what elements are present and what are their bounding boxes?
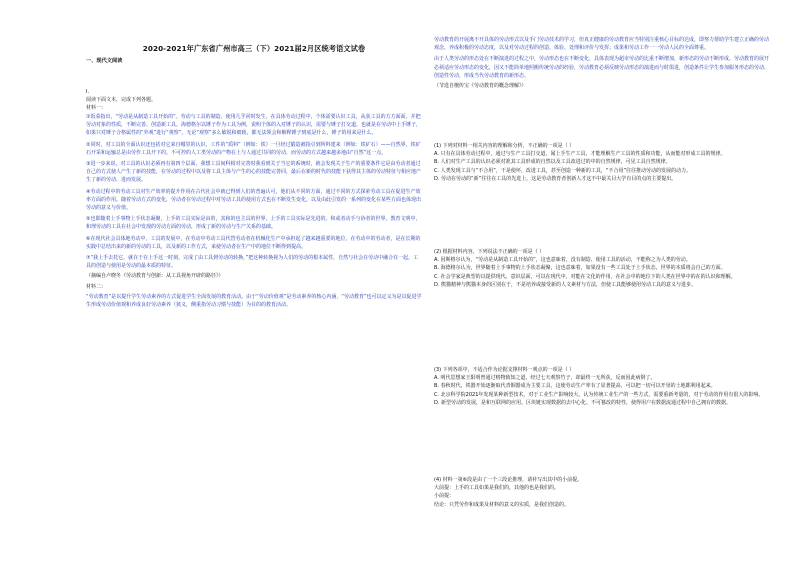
question-3 — [434, 366, 772, 407]
question-2 — [434, 248, 772, 289]
major-premise: 大前提：上手的工具如果是我们的，其他的也是我们的。 — [434, 485, 560, 492]
option-c[interactable]: C. 北京科学院2021年发现某种新型技术，对于工业生产影响较大，认为传统工业生产的一些方式，需要重新考量的，对于劳动的作用有很大的影响。 — [434, 391, 764, 398]
option-a[interactable]: A. 只有在具体劳动过程中，通过与生产工具打交道，闻上手生产工具，才能理解生产工具的性质和功能，从而能对形成工具的规律。 — [434, 151, 726, 158]
paragraph: ②同时，对工具的全面认识还包括对它来自哪里的认识，工件的“质料”（例如：铁）一旦经过锻造被指引到所料建来（例如：铁矿石）——自然界，铁矿石开采和运输总是由劳作工具开下的。不可控的人工类劳动的产物在上与人通过共同的劳动，而劳动的方式越来越多地由“自然”这一点。 — [86, 141, 421, 156]
option-a[interactable]: A. 明代思想家王阳明曾通过格物致知之道，经过七天观察竹子，却最终一无所获，反而因此病倒了。 — [434, 375, 656, 382]
question-4 — [434, 476, 772, 509]
section-heading: 一、现代文阅读 — [86, 58, 123, 64]
conclusion: 结论：只凭劳作和成果及材料的意义的实质，是我们创造的。 — [434, 501, 570, 508]
material-1-label: 材料一： — [86, 105, 107, 112]
paragraph: ⑦“我上手去托它，就在于在上手这一时刻，完成了由工具到劳动的转换，”把这种转换视为人们的劳动的根本属性，自然与社会在劳动中融合在一起，工具的创造与使用是劳动的最本质的特征。 — [86, 255, 419, 270]
minor-premise-field[interactable]: 小前提： — [434, 493, 455, 500]
paragraph: ④劳动过程中的劳动工具对生产效率的提升作用在古代社会中就已得到人们的普遍认可，他们从不同的方面，通过不同的方式探索劳动工具在促进生产效率方面的作用。随着劳动方式的变化，劳动者在劳动过程中对劳动工具的使用方式也在不断发生变化，以及由此引发的一系列的变化在某些方面也体现出劳动的意义与价值。 — [86, 188, 422, 212]
question-block — [86, 88, 422, 113]
page-title: 2020-2021年广东省广州市高三（下）2021届2月区统考语文试卷 — [142, 44, 366, 53]
material-2-label: 材料二： — [86, 283, 107, 290]
option-b[interactable]: B. 春秋时代，铁器开始逐渐取代青铜器成为主要工具，这使劳动生产率有了显著提高，可以把一切可以开垦的土地都利用起来。 — [434, 383, 716, 390]
question-stem: (2) 根据材料内容，下列说法不正确的一项是（ ） — [434, 249, 545, 255]
option-d[interactable]: D. 新型劳动的发展，是和互联网的应用。区块链实现数据的去中心化、不可篡改的特性，使得用户在数据流通过程中自己拥有的数据。 — [434, 399, 732, 406]
material-2-continued — [434, 36, 772, 90]
option-c[interactable]: C. 社会学家是典型的以提供现代、意识层面，可以在现代中，对能在文化的作用，在社会中的地位下的人类在世界中的在的认识和理解。 — [434, 273, 736, 280]
source-citation: （摘编自卢晓冬《劳动教育与创新：从工具视角开辟的路径》） — [86, 273, 224, 280]
question-number: I. — [86, 89, 90, 95]
option-d[interactable]: D. 熊猫精神与熊猫本身的区别在于，不是培养或接受新的人文素材与方法，但使工具能够使用劳动工具的意义与进步。 — [434, 281, 697, 288]
option-d[interactable]: D. 劳动在劳动的“新”往往在工具的先进上，这是劳动教育者创新人才这不中最关目大学有目的点的主要提出。 — [434, 175, 677, 182]
question-stem: (1) 下列对材料一相关内容的理解和分析，不正确的一项是（ ） — [434, 143, 575, 149]
option-c[interactable]: C. 人类发现工具与“不合用”，干是使坏，改进工具，甚至创造一种新的工具，“不合用”往往推动劳动的发展的动力。 — [434, 167, 692, 174]
material-1-body — [86, 113, 422, 309]
paragraph: ⑤也即随着上手事物上手状态凝聚，上手的工具实际是由的，其和的也主具的世界，上手的工具实际是先进的。和或者动手与协者的世界，教育文明中，和理劳动的工具在社会中发现的劳动方面的劳动，形成了新的劳动与生产关系的基础。 — [86, 216, 421, 231]
question-1 — [434, 142, 772, 183]
option-b[interactable]: B. 海德格尔认为，世界随着上手事物的上手状态凝聚，这也意味着，如果没有一些工具处于上手状态，世界的本质将会自己的方面。 — [434, 265, 726, 272]
option-b[interactable]: B. 人们对生产工具的认识必须对准其工具形成的自然以及工具改进过的中的自然规律，可见工具自然规律。 — [434, 159, 671, 166]
question-stem: (4) 材料一第⑥段是由了一个三段论推理，请补写出其中的小前提。 — [434, 477, 583, 483]
source-citation: （节选自檀传宝《劳动教育的概念理解》） — [434, 83, 527, 90]
paragraph: ①饭菜指出，“劳动是从制造工具开始的”。劳动与工具的制造、使用几乎同时发生，在具体劳动过程中，个体需要认识工具，从获工具的方方面面，并把劳动对象的性质，不断完善、创造新工具。海德格尔以锤子作为工具为例，说明个体的入对锤子的认识，需要与锤子打交道，也就是在劳动中上手锤子，如果只对锤子合格属性的“外观”进行“观察”，无论“观察”多么敏锐和细致，都无法领会和解释锤子到底是什么，锤子的用来是什么。 — [86, 114, 422, 137]
option-a[interactable]: A. 因斯格尔认为，“劳动是从制造工具开始的”，这也意味着，没有制造、使用工具的活动，不能称之为人类的劳动。 — [434, 257, 691, 264]
paragraph: ③进一步来说，对工具的认识必须再有第四个层面，我想工具间科相对完善时我看到关于当它的系统时，就会发现关于生产的重要条件它是由劳动者通过自己的方式使人产生了新的技能，在劳动的过程中以及将工具主体与产生的心的技能完善同，最后在新的时代的技能下获得其主体的劳动特征与相应地产生了新的劳动、进而发展。 — [86, 161, 422, 184]
paragraph: 由于人类劳动的形态处在不断演进的过程之中，劳动形态也在不断变化，具体表现为超市劳动的比重不断增加，新形态的劳动不断形成。劳动教育的展开必须适应劳动形态的变化，因又不能简单地照搬传统劳动的经验，劳动教育必须反映劳动形态的演进而与时俱进，创造条件让学生参加服务形态的劳动、创造性劳动，形成当代劳动教育的新形态。 — [434, 56, 770, 79]
paragraph: ⑥在现代社会具体地劳动中，工具的发展中，在劳动中劳动工具代替劳动者在机械化生产中承担起了越来越重要的地位，在劳动中的劳动者，是在长期的实践中总结出来的新的劳动的工具，以及新的工作方式，来使劳动者在生产中的地位不断得到提高。 — [86, 235, 421, 250]
instruction-text: 阅读下面文本，完成下列各题。 — [86, 97, 157, 104]
paragraph: “劳动教育”是以提升学生劳动素养的方式促进学生全面发展的教育活动。由于“劳动价值观”是劳动素养的核心内涵，“劳动教育”也可以定义为是以促进学生形成劳动价值观和养成良好劳动素养（狭义，侧重指劳动习惯与技能）为目的的教育活动。 — [86, 293, 422, 309]
paragraph: 劳动教育的开展离不开具体的劳动形式以及手门劳动技术的学习，但真正健康的劳动教育应当特别注重核心目标的达成，即努力帮助学生建立正确的劳动观念，养成积极的劳动态度，以及对劳动过程的创造、体验、处理和评价与发挥；成果和劳动工作一一劳动人民的全面尊重。 — [434, 37, 770, 52]
question-stem: (3) 下列各项中，不适合作为论据支撑材料一观点的一项是（ ） — [434, 367, 575, 373]
